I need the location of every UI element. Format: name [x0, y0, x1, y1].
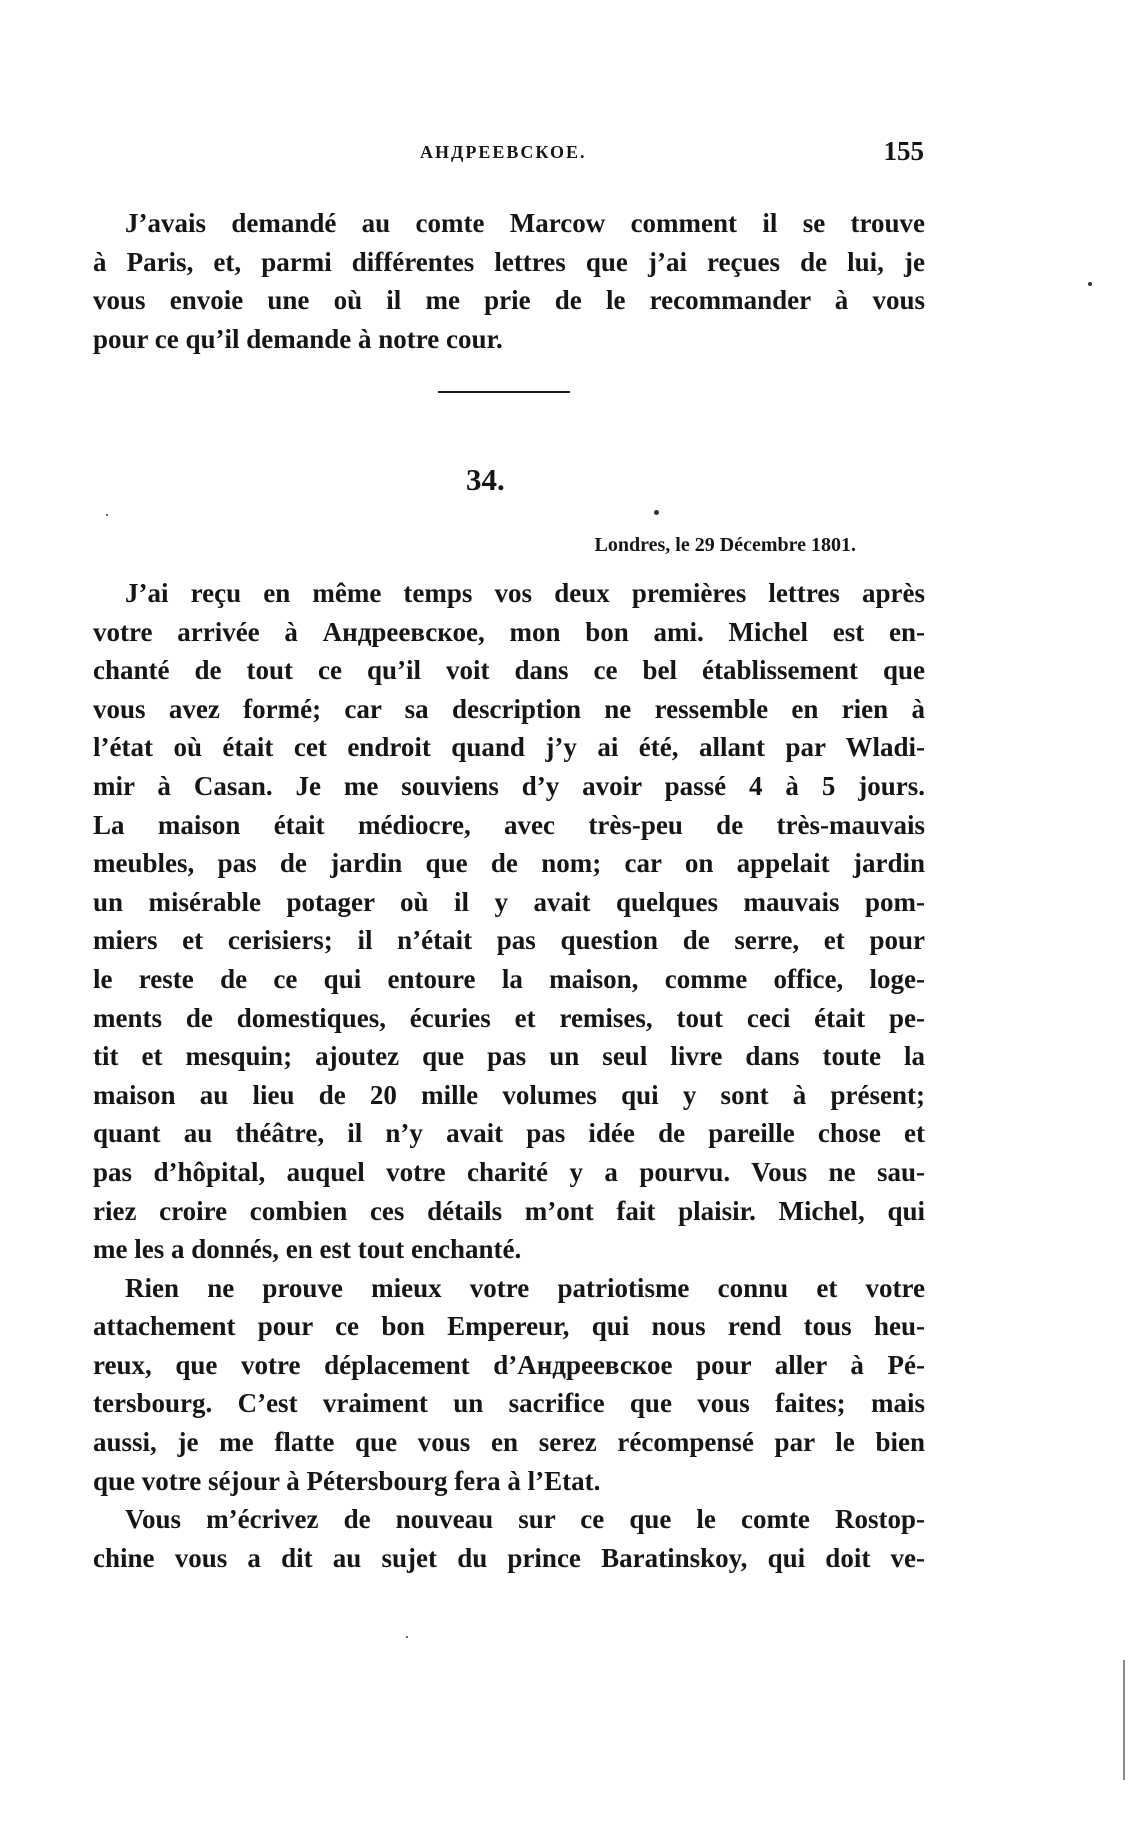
text-line: le reste de ce qui entoure la maison, comme office, loge-: [93, 963, 925, 994]
text-line: Rien ne prouve mieux votre patriotisme connu et votre: [125, 1272, 925, 1303]
scan-edge-mark: [1123, 1660, 1125, 1780]
text-line: chine vous a dit au sujet du prince Baratinskoy, qui doit ve-: [93, 1542, 925, 1573]
scan-speck: [106, 514, 108, 516]
text-line: ments de domestiques, écuries et remises, tout ceci était pe-: [93, 1002, 925, 1033]
letter-body: [93, 574, 925, 1577]
scan-speck: [1088, 282, 1092, 286]
text-line: quant au théâtre, il n’y avait pas idée de pareille chose et: [93, 1118, 925, 1149]
text-line: à Paris, et, parmi différentes lettres que j’ai reçues de lui, je: [93, 246, 925, 277]
scan-speck: [654, 510, 659, 515]
text-line: meubles, pas de jardin que de nom; car on appelait jardin: [93, 848, 925, 879]
text-line: riez croire combien ces détails m’ont fait plaisir. Michel, qui: [93, 1195, 925, 1226]
letter-dateline: Londres, le 29 Décembre 1801.: [594, 534, 856, 556]
text-line: me les a donnés, en est tout enchanté.: [93, 1234, 522, 1265]
running-title: АНДРЕЕВСКОЕ.: [420, 142, 587, 162]
text-line: vous envoie une où il me prie de le recommander à vous: [93, 285, 925, 316]
letter-number: 34.: [466, 462, 505, 497]
text-line: La maison était médiocre, avec très-peu de très-mauvais: [93, 809, 925, 840]
section-divider: [438, 391, 570, 393]
paragraph-1: [93, 574, 925, 1269]
text-line: Vous m’écrivez de nouveau sur ce que le comte Rostop-: [125, 1504, 925, 1535]
text-line: aussi, je me flatte que vous en serez récompensé par le bien: [93, 1427, 925, 1458]
text-line: reux, que votre déplacement d’Андреевское pour aller à Pé-: [93, 1349, 925, 1380]
text-line: l’état où était cet endroit quand j’y ai été, allant par Wladi-: [93, 732, 925, 763]
text-line: que votre séjour à Pétersbourg fera à l’Etat.: [93, 1465, 601, 1496]
text-line: vous avez formé; car sa description ne ressemble en rien à: [93, 693, 925, 724]
closing-paragraph: [93, 204, 925, 358]
text-line: votre arrivée à Андреевское, mon bon ami. Michel est en-: [93, 616, 925, 647]
text-line: maison au lieu de 20 mille volumes qui y sont à présent;: [93, 1079, 925, 1110]
text-line: tit et mesquin; ajoutez que pas un seul livre dans toute la: [93, 1041, 925, 1072]
scan-speck: [406, 1636, 408, 1638]
text-line: J’avais demandé au comte Marcow comment il se trouve: [125, 208, 925, 238]
text-line: chanté de tout ce qu’il voit dans ce bel établissement que: [93, 655, 925, 686]
text-line: miers et cerisiers; il n’était pas question de serre, et pour: [93, 925, 925, 956]
paragraph-2: [93, 1269, 925, 1501]
page-number: 155: [883, 136, 924, 166]
text-line: attachement pour ce bon Empereur, qui nous rend tous heu-: [93, 1311, 925, 1342]
text-line: un misérable potager où il y avait quelques mauvais pom-: [93, 886, 925, 917]
text-line: pour ce qu’il demande à notre cour.: [93, 323, 503, 354]
paragraph-3: [93, 1500, 925, 1577]
text-line: pas d’hôpital, auquel votre charité y a pourvu. Vous ne sau-: [93, 1156, 925, 1187]
text-line: J’ai reçu en même temps vos deux premières lettres après: [125, 578, 925, 608]
text-line: mir à Casan. Je me souviens d’y avoir passé 4 à 5 jours.: [93, 770, 925, 801]
text-line: tersbourg. C’est vraiment un sacrifice que vous faites; mais: [93, 1388, 925, 1419]
